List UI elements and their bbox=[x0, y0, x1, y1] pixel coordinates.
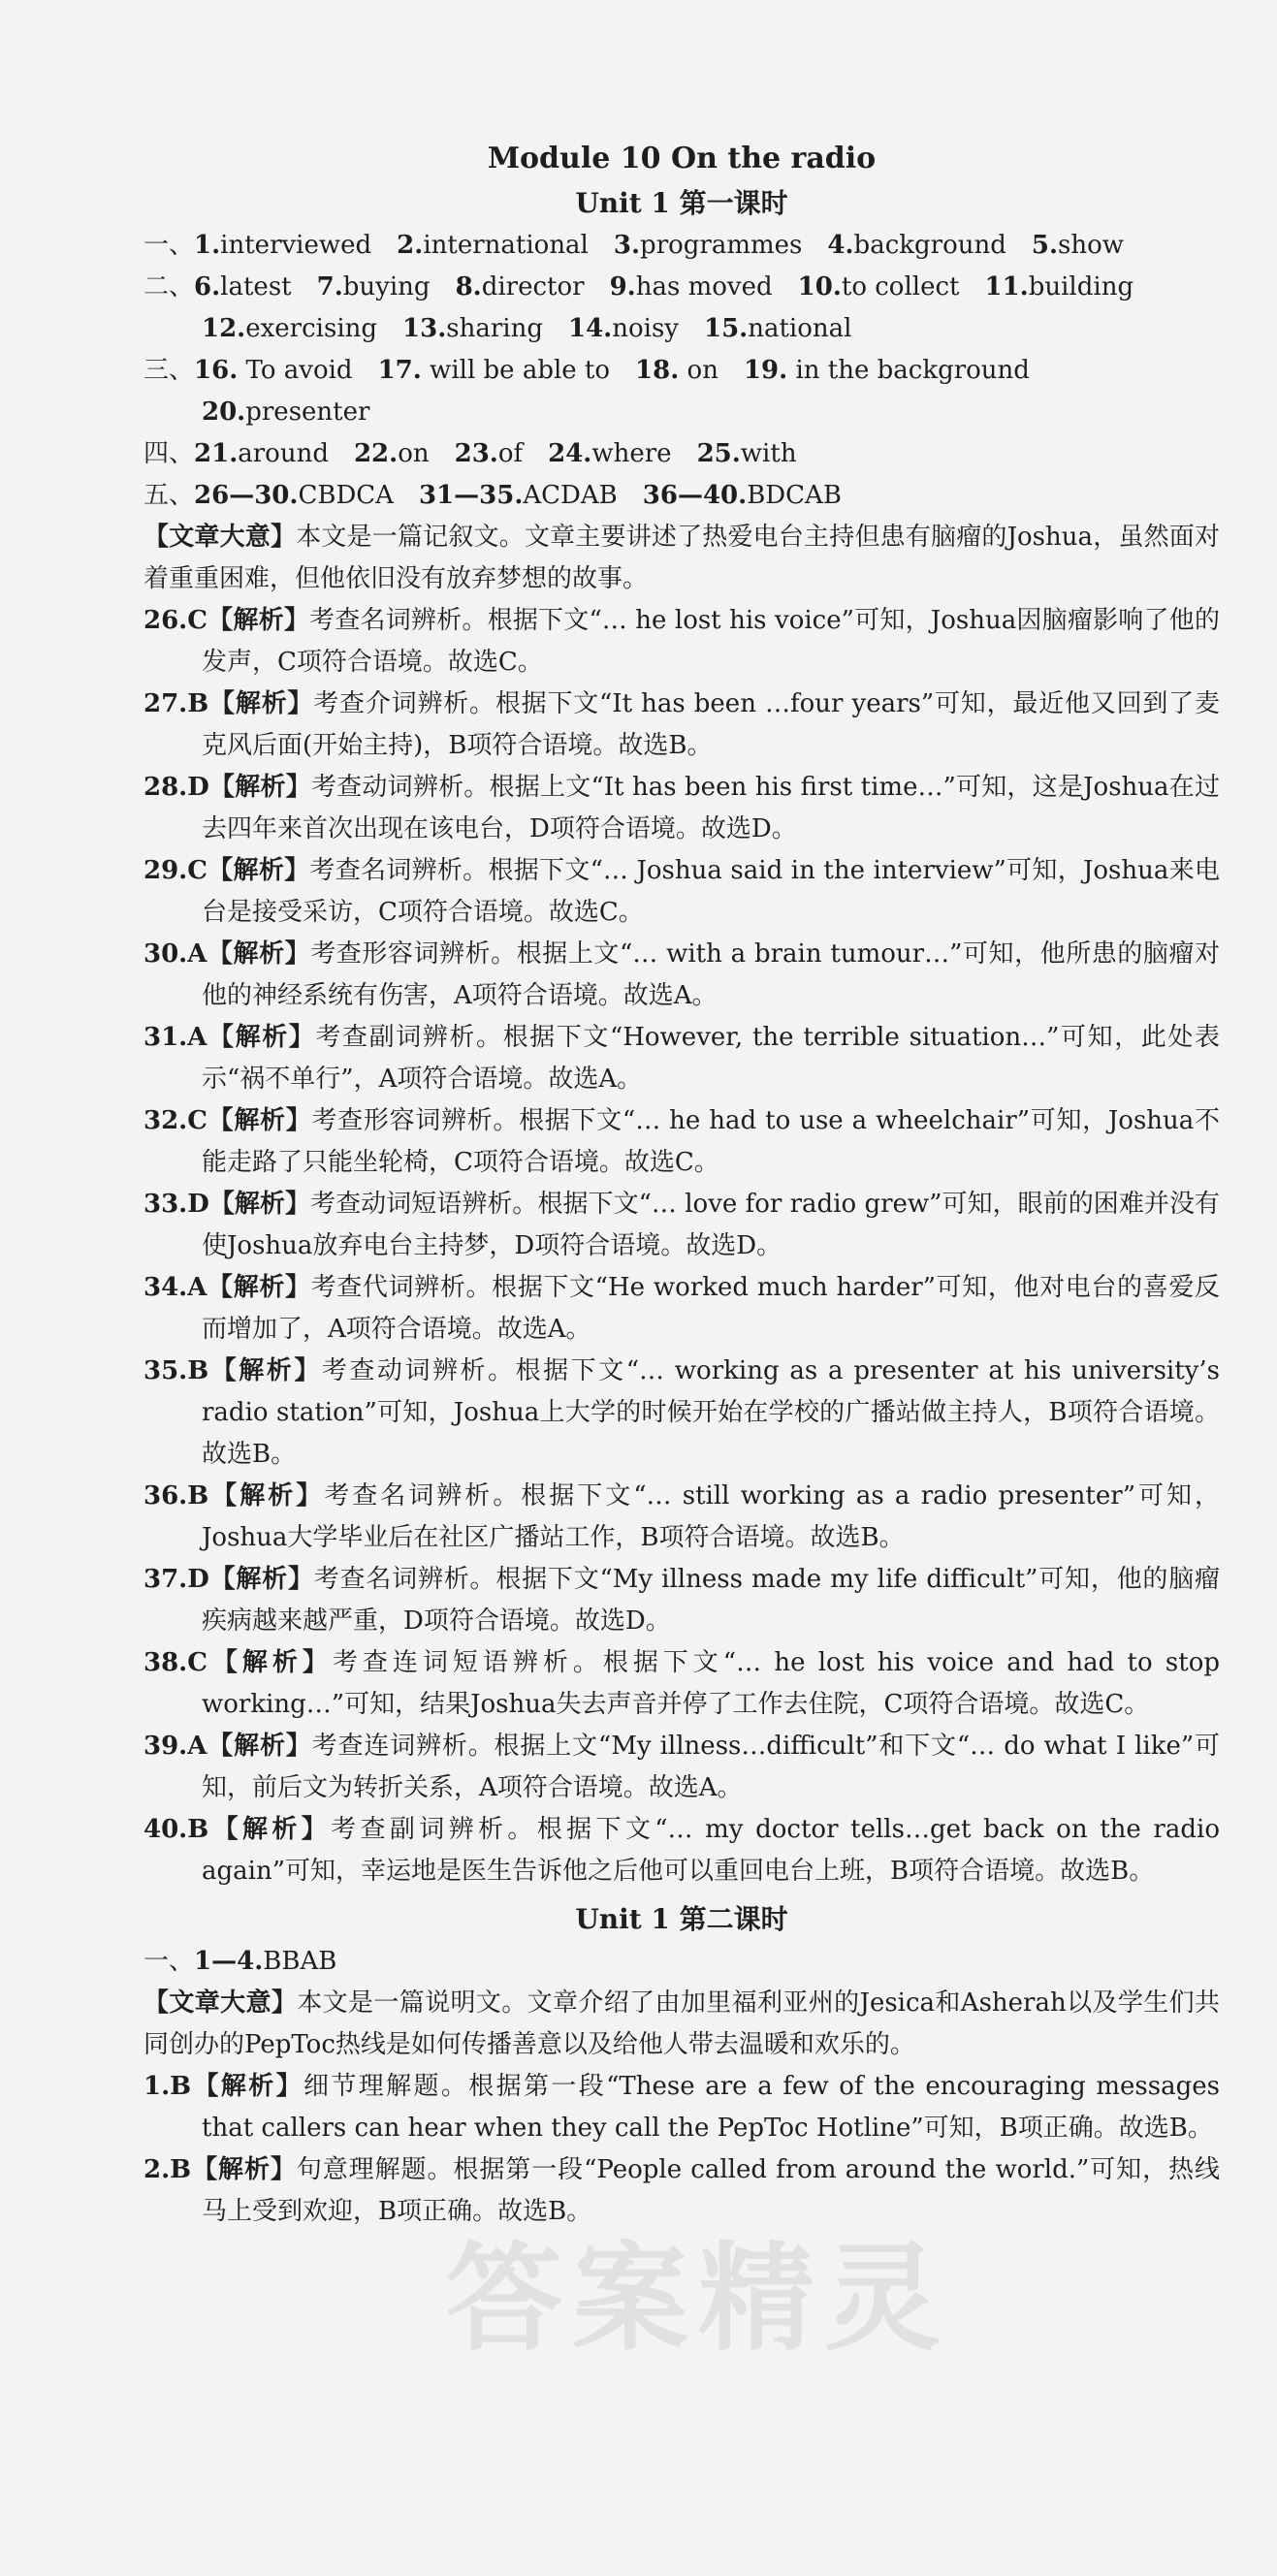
section-label: 四、 bbox=[144, 439, 195, 468]
answer-item: 16. To avoid bbox=[194, 356, 353, 385]
analysis-tag: 【解析】 bbox=[207, 1023, 316, 1052]
question-number: 38. bbox=[144, 1648, 188, 1677]
analysis-text: 考查代词辨析。根据下文“He worked much harder”可知，他对电台的喜爱反而增加了，A项符合语境。故选A。 bbox=[202, 1273, 1220, 1344]
section-label: 五、 bbox=[144, 481, 195, 510]
answer-item: 12.exercising bbox=[202, 314, 378, 343]
explanations-lesson-1 bbox=[144, 600, 1220, 1892]
answer-letter: B bbox=[187, 1481, 209, 1511]
question-number: 27. bbox=[144, 689, 188, 718]
analysis-text: 考查副词辨析。根据下文“However, the terrible situation…”可知，此处表示“祸不单行”，A项符合语境。故选A。 bbox=[202, 1023, 1220, 1094]
answer-item: 13.sharing bbox=[402, 314, 543, 343]
explanation-item bbox=[144, 1267, 1220, 1351]
analysis-text: 句意理解题。根据第一段“People called from around the world.”可知，热线马上受到欢迎，B项正确。故选B。 bbox=[202, 2155, 1220, 2226]
answer-item: 1.interviewed bbox=[194, 231, 372, 260]
analysis-tag: 【解析】 bbox=[207, 606, 310, 635]
question-number: 37. bbox=[144, 1565, 188, 1594]
explanation-item bbox=[144, 1642, 1220, 1726]
question-number: 36. bbox=[144, 1481, 188, 1511]
section-label: 一、 bbox=[144, 1947, 195, 1976]
answer-item: 3.programmes bbox=[613, 231, 803, 260]
explanation-item bbox=[144, 1726, 1220, 1809]
answer-item: 17. will be able to bbox=[377, 356, 611, 385]
analysis-tag: 【解析】 bbox=[208, 689, 314, 718]
unit1-lesson1-title: Unit 1 第一课时 bbox=[575, 187, 788, 219]
answer-item: 5.show bbox=[1031, 231, 1125, 260]
section-3-row-1 bbox=[144, 350, 1220, 392]
answer-item: 18. on bbox=[635, 356, 718, 385]
analysis-text: 考查名词辨析。根据下文“… Joshua said in the interview”可知，Joshua来电台是接受采访，C项符合语境。故选C。 bbox=[202, 856, 1220, 927]
section-1 bbox=[144, 225, 1220, 267]
question-number: 30. bbox=[144, 939, 188, 969]
analysis-text: 考查连词短语辨析。根据下文“… he lost his voice and had to stop working…”可知，结果Joshua失去声音并停了工作去住院，C项符合语境。故选C。 bbox=[202, 1648, 1220, 1719]
answer-letter: A bbox=[187, 939, 208, 969]
analysis-tag: 【解析】 bbox=[207, 1273, 311, 1302]
section-3-row-2 bbox=[144, 392, 1220, 433]
answer-letter: C bbox=[187, 1648, 208, 1677]
section-5 bbox=[144, 475, 1220, 517]
content-column bbox=[144, 136, 1220, 2233]
analysis-tag: 【解析】 bbox=[208, 1356, 322, 1385]
analysis-text: 考查副词辨析。根据下文“… my doctor tells…get back on the radio again”可知，幸运地是医生告诉他之后他可以重回电台上班，B项符合语境。故选B。 bbox=[202, 1815, 1220, 1886]
answer-item: 25.with bbox=[696, 439, 797, 468]
analysis-text: 考查形容词辨析。根据上文“… with a brain tumour…”可知，他所患的脑瘤对他的神经系统有伤害，A项符合语境。故选A。 bbox=[202, 939, 1220, 1010]
question-number: 40. bbox=[144, 1815, 188, 1844]
analysis-text: 考查名词辨析。根据下文“My illness made my life difficult”可知，他的脑瘤疾病越来越严重，D项符合语境。故选D。 bbox=[202, 1565, 1220, 1636]
answer-letter: B bbox=[187, 689, 209, 718]
answer-letter: B bbox=[187, 1815, 209, 1844]
answer-item: 24.where bbox=[548, 439, 672, 468]
answer-item: 7.buying bbox=[316, 272, 431, 302]
explanation-item bbox=[144, 1476, 1220, 1559]
question-number: 26. bbox=[144, 606, 188, 635]
answer-item: 10.to collect bbox=[797, 272, 960, 302]
analysis-text: 考查动词辨析。根据下文“… working as a presenter at his university’s radio station”可知，Joshua上大学的时候开始在学校的广播站做主持人，B项符合语境。故选B。 bbox=[202, 1356, 1220, 1469]
section-label: 二、 bbox=[144, 272, 195, 302]
answer-letter: B bbox=[170, 2072, 192, 2101]
explanation-item bbox=[144, 1184, 1220, 1267]
answer-letter: D bbox=[187, 773, 209, 802]
answer-item: 23.of bbox=[454, 439, 524, 468]
article-summary-1: 【文章大意】本文是一篇记叙文。文章主要讲述了热爱电台主持但患有脑瘤的Joshua，虽然面对着重重困难，但他依旧没有放弃梦想的故事。 bbox=[144, 523, 1220, 593]
lesson2-section-1: 一、1—4.BBAB bbox=[144, 1947, 337, 1976]
answer-letter: B bbox=[170, 2155, 192, 2184]
answer-letter: A bbox=[187, 1023, 208, 1052]
analysis-tag: 【解析】 bbox=[191, 2072, 304, 2101]
analysis-tag: 【解析】 bbox=[208, 773, 311, 802]
answer-item: 19. in the background bbox=[743, 356, 1030, 385]
unit1-lesson2-title: Unit 1 第二课时 bbox=[575, 1903, 788, 1935]
question-number: 1. bbox=[144, 2072, 171, 2101]
answer-item: 20.presenter bbox=[202, 398, 370, 427]
section-2-row-2 bbox=[144, 308, 1220, 350]
analysis-text: 细节理解题。根据第一段“These are a few of the encouraging messages that callers can hear when they call the PepToc Hotline”可知，B项正确。故选B。 bbox=[202, 2072, 1220, 2143]
watermark-logo: 答案精灵 bbox=[446, 2232, 950, 2367]
section-4 bbox=[144, 433, 1220, 475]
article-summary-2: 【文章大意】本文是一篇说明文。文章介绍了由加里福利亚州的Jesica和Asherah以及学生们共同创办的PepToc热线是如何传播善意以及给他人带去温暖和欢乐的。 bbox=[144, 1988, 1220, 2059]
answer-item: 26—30.CBDCA bbox=[194, 481, 394, 510]
analysis-text: 考查动词短语辨析。根据下文“… love for radio grew”可知，眼前的困难并没有使Joshua放弃电台主持梦，D项符合语境。故选D。 bbox=[202, 1190, 1220, 1260]
analysis-tag: 【解析】 bbox=[207, 1106, 312, 1135]
question-number: 2. bbox=[144, 2155, 171, 2184]
explanation-item bbox=[144, 1100, 1220, 1184]
analysis-text: 考查形容词辨析。根据下文“… he had to use a wheelchair”可知，Joshua不能走路了只能坐轮椅，C项符合语境。故选C。 bbox=[202, 1106, 1220, 1177]
explanation-item bbox=[144, 1809, 1220, 1892]
explanation-item bbox=[144, 1351, 1220, 1476]
answer-item: 11.building bbox=[984, 272, 1134, 302]
answer-letter: C bbox=[187, 856, 208, 885]
question-number: 33. bbox=[144, 1190, 188, 1219]
answer-letter: A bbox=[187, 1732, 208, 1761]
answer-item: 4.background bbox=[827, 231, 1006, 260]
answer-item: 36—40.BDCAB bbox=[642, 481, 842, 510]
analysis-text: 考查名词辨析。根据下文“… he lost his voice”可知，Joshua因脑瘤影响了他的发声，C项符合语境。故选C。 bbox=[202, 606, 1220, 677]
question-number: 39. bbox=[144, 1732, 188, 1761]
question-number: 34. bbox=[144, 1273, 188, 1302]
question-number: 31. bbox=[144, 1023, 188, 1052]
question-number: 28. bbox=[144, 773, 188, 802]
analysis-tag: 【解析】 bbox=[208, 1190, 311, 1219]
answer-letter: C bbox=[187, 606, 208, 635]
answer-item: 2.international bbox=[397, 231, 589, 260]
analysis-text: 考查动词辨析。根据上文“It has been his first time…”可知，这是Joshua在过去四年来首次出现在该电台，D项符合语境。故选D。 bbox=[202, 773, 1220, 843]
answer-item: 9.has moved bbox=[609, 272, 773, 302]
analysis-tag: 【解析】 bbox=[191, 2155, 297, 2184]
answer-letter: A bbox=[187, 1273, 208, 1302]
analysis-tag: 【解析】 bbox=[208, 1815, 332, 1844]
answer-item: 22.on bbox=[353, 439, 430, 468]
explanation-item bbox=[144, 767, 1220, 850]
module-title: Module 10 On the radio bbox=[487, 142, 877, 175]
explanation-item bbox=[144, 1017, 1220, 1100]
answer-letter: D bbox=[187, 1565, 209, 1594]
answer-letter: C bbox=[187, 1106, 208, 1135]
explanation-item bbox=[144, 600, 1220, 684]
explanation-item bbox=[144, 2066, 1220, 2149]
question-number: 29. bbox=[144, 856, 188, 885]
question-number: 32. bbox=[144, 1106, 188, 1135]
answer-item: 6.latest bbox=[194, 272, 292, 302]
answer-item: 31—35.ACDAB bbox=[418, 481, 618, 510]
analysis-tag: 【解析】 bbox=[207, 939, 311, 969]
answer-item: 8.director bbox=[455, 272, 585, 302]
analysis-text: 考查名词辨析。根据下文“… still working as a radio presenter”可知，Joshua大学毕业后在社区广播站工作，B项符合语境。故选B。 bbox=[202, 1481, 1220, 1552]
analysis-tag: 【解析】 bbox=[208, 1481, 325, 1511]
analysis-tag: 【解析】 bbox=[208, 1565, 314, 1594]
answer-item: 14.noisy bbox=[568, 314, 679, 343]
analysis-tag: 【解析】 bbox=[207, 1732, 312, 1761]
answer-item: 15.national bbox=[703, 314, 852, 343]
analysis-tag: 【解析】 bbox=[207, 1648, 333, 1677]
explanation-item bbox=[144, 934, 1220, 1017]
section-label: 一、 bbox=[144, 231, 195, 260]
section-label: 三、 bbox=[144, 356, 195, 385]
answer-letter: D bbox=[187, 1190, 209, 1219]
analysis-text: 考查介词辨析。根据下文“It has been …four years”可知，最近他又回到了麦克风后面(开始主持)，B项符合语境。故选B。 bbox=[202, 689, 1220, 760]
section-2-row-1 bbox=[144, 267, 1220, 308]
question-number: 35. bbox=[144, 1356, 188, 1385]
answer-item: 21.around bbox=[194, 439, 329, 468]
analysis-text: 考查连词辨析。根据上文“My illness…difficult”和下文“… do what I like”可知，前后文为转折关系，A项符合语境。故选A。 bbox=[202, 1732, 1220, 1802]
answer-letter: B bbox=[187, 1356, 209, 1385]
explanation-item bbox=[144, 850, 1220, 934]
explanation-item bbox=[144, 684, 1220, 767]
analysis-tag: 【解析】 bbox=[207, 856, 310, 885]
explanation-item bbox=[144, 1559, 1220, 1642]
